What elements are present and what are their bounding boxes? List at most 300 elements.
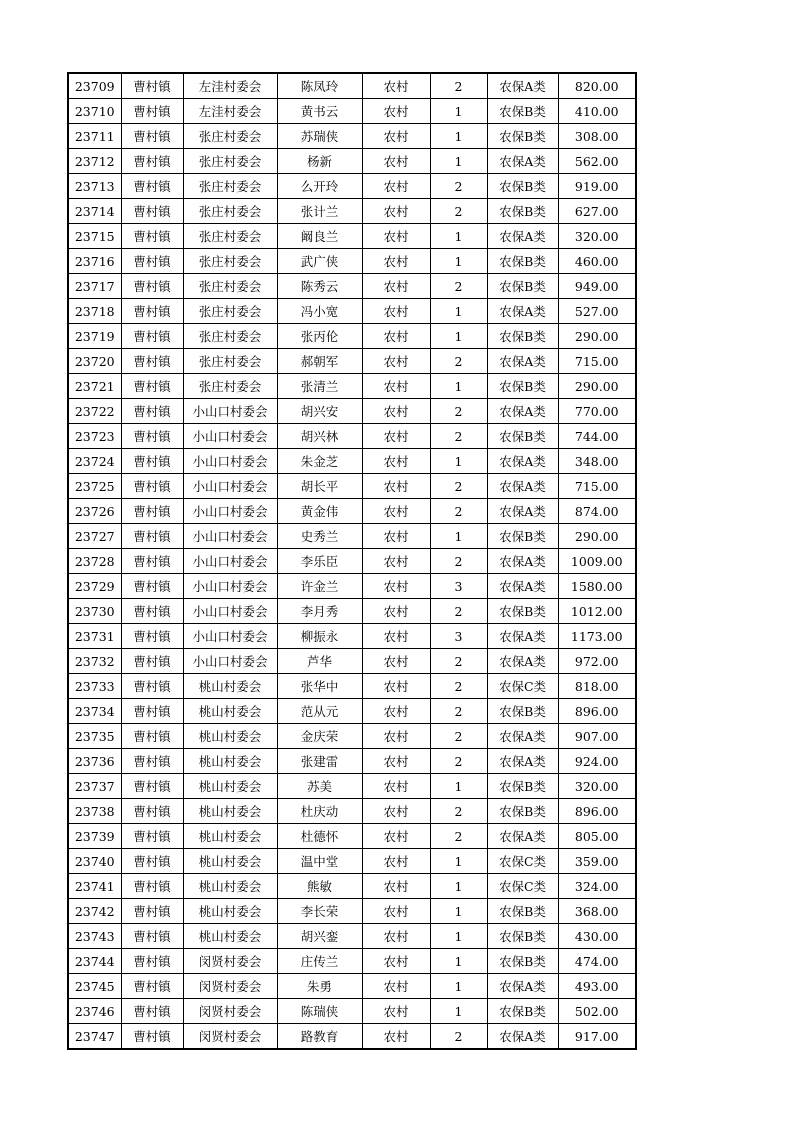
- town-cell: 曹村镇: [121, 349, 183, 374]
- person-count-cell: 2: [430, 399, 487, 424]
- table-row: [68, 699, 636, 724]
- person-count-cell: 1: [430, 524, 487, 549]
- person-name-cell: 李长荣: [277, 899, 362, 924]
- village-committee-cell: 张庄村委会: [183, 124, 277, 149]
- table-row: [68, 474, 636, 499]
- person-count-cell: 2: [430, 274, 487, 299]
- village-committee-cell: 小山口村委会: [183, 474, 277, 499]
- person-name-cell: 胡长平: [277, 474, 362, 499]
- town-cell: 曹村镇: [121, 774, 183, 799]
- table-row: [68, 424, 636, 449]
- town-cell: 曹村镇: [121, 824, 183, 849]
- household-type-cell: 农村: [362, 249, 430, 274]
- insurance-category-cell: 农保A类: [487, 73, 558, 99]
- insurance-category-cell: 农保B类: [487, 999, 558, 1024]
- insurance-category-cell: 农保B类: [487, 249, 558, 274]
- household-type-cell: 农村: [362, 499, 430, 524]
- amount-cell: 820.00: [558, 73, 636, 99]
- town-cell: 曹村镇: [121, 999, 183, 1024]
- amount-cell: 474.00: [558, 949, 636, 974]
- town-cell: 曹村镇: [121, 424, 183, 449]
- town-cell: 曹村镇: [121, 649, 183, 674]
- town-cell: 曹村镇: [121, 574, 183, 599]
- amount-cell: 770.00: [558, 399, 636, 424]
- record-id-cell: 23735: [68, 724, 121, 749]
- table-row: [68, 174, 636, 199]
- town-cell: 曹村镇: [121, 299, 183, 324]
- town-cell: 曹村镇: [121, 674, 183, 699]
- amount-cell: 460.00: [558, 249, 636, 274]
- village-committee-cell: 小山口村委会: [183, 649, 277, 674]
- village-committee-cell: 桃山村委会: [183, 774, 277, 799]
- table-row: [68, 524, 636, 549]
- record-id-cell: 23725: [68, 474, 121, 499]
- insurance-category-cell: 农保B类: [487, 949, 558, 974]
- record-id-cell: 23745: [68, 974, 121, 999]
- insurance-category-cell: 农保B类: [487, 99, 558, 124]
- insurance-category-cell: 农保A类: [487, 449, 558, 474]
- person-name-cell: 张计兰: [277, 199, 362, 224]
- insurance-category-cell: 农保A类: [487, 649, 558, 674]
- insurance-category-cell: 农保B类: [487, 699, 558, 724]
- person-count-cell: 1: [430, 899, 487, 924]
- village-committee-cell: 张庄村委会: [183, 224, 277, 249]
- record-id-cell: 23721: [68, 374, 121, 399]
- town-cell: 曹村镇: [121, 974, 183, 999]
- record-id-cell: 23718: [68, 299, 121, 324]
- person-name-cell: 柳振永: [277, 624, 362, 649]
- person-name-cell: 张华中: [277, 674, 362, 699]
- table-row: [68, 199, 636, 224]
- household-type-cell: 农村: [362, 1024, 430, 1050]
- person-count-cell: 1: [430, 974, 487, 999]
- person-count-cell: 2: [430, 649, 487, 674]
- person-count-cell: 2: [430, 499, 487, 524]
- table-row: [68, 349, 636, 374]
- record-id-cell: 23710: [68, 99, 121, 124]
- town-cell: 曹村镇: [121, 149, 183, 174]
- table-row: [68, 749, 636, 774]
- amount-cell: 308.00: [558, 124, 636, 149]
- table-row: [68, 224, 636, 249]
- table-row: [68, 724, 636, 749]
- person-name-cell: 张建雷: [277, 749, 362, 774]
- town-cell: 曹村镇: [121, 474, 183, 499]
- person-name-cell: 温中堂: [277, 849, 362, 874]
- amount-cell: 502.00: [558, 999, 636, 1024]
- insurance-category-cell: 农保B类: [487, 324, 558, 349]
- household-type-cell: 农村: [362, 224, 430, 249]
- person-name-cell: 金庆荣: [277, 724, 362, 749]
- household-type-cell: 农村: [362, 999, 430, 1024]
- insurance-category-cell: 农保A类: [487, 624, 558, 649]
- household-type-cell: 农村: [362, 149, 430, 174]
- record-id-cell: 23734: [68, 699, 121, 724]
- village-committee-cell: 闵贤村委会: [183, 949, 277, 974]
- table-row: [68, 399, 636, 424]
- town-cell: 曹村镇: [121, 499, 183, 524]
- amount-cell: 348.00: [558, 449, 636, 474]
- town-cell: 曹村镇: [121, 849, 183, 874]
- person-name-cell: 范从元: [277, 699, 362, 724]
- table-row: [68, 874, 636, 899]
- amount-cell: 715.00: [558, 474, 636, 499]
- village-committee-cell: 张庄村委会: [183, 299, 277, 324]
- household-type-cell: 农村: [362, 974, 430, 999]
- table-row: [68, 849, 636, 874]
- amount-cell: 290.00: [558, 324, 636, 349]
- household-type-cell: 农村: [362, 199, 430, 224]
- amount-cell: 805.00: [558, 824, 636, 849]
- table-row: [68, 999, 636, 1024]
- person-name-cell: 朱金芝: [277, 449, 362, 474]
- person-count-cell: 2: [430, 599, 487, 624]
- record-id-cell: 23724: [68, 449, 121, 474]
- insurance-category-cell: 农保B类: [487, 899, 558, 924]
- person-count-cell: 1: [430, 774, 487, 799]
- record-id-cell: 23739: [68, 824, 121, 849]
- person-count-cell: 1: [430, 449, 487, 474]
- person-count-cell: 2: [430, 799, 487, 824]
- household-type-cell: 农村: [362, 749, 430, 774]
- table-row: [68, 149, 636, 174]
- record-id-cell: 23712: [68, 149, 121, 174]
- village-committee-cell: 张庄村委会: [183, 199, 277, 224]
- village-committee-cell: 小山口村委会: [183, 624, 277, 649]
- town-cell: 曹村镇: [121, 174, 183, 199]
- person-name-cell: 阚良兰: [277, 224, 362, 249]
- village-committee-cell: 张庄村委会: [183, 274, 277, 299]
- town-cell: 曹村镇: [121, 524, 183, 549]
- person-count-cell: 2: [430, 674, 487, 699]
- table-row: [68, 599, 636, 624]
- village-committee-cell: 桃山村委会: [183, 749, 277, 774]
- village-committee-cell: 小山口村委会: [183, 524, 277, 549]
- village-committee-cell: 张庄村委会: [183, 149, 277, 174]
- insurance-category-cell: 农保B类: [487, 374, 558, 399]
- person-count-cell: 1: [430, 949, 487, 974]
- village-committee-cell: 张庄村委会: [183, 349, 277, 374]
- table-row: [68, 449, 636, 474]
- table-row: [68, 574, 636, 599]
- person-count-cell: 2: [430, 549, 487, 574]
- town-cell: 曹村镇: [121, 724, 183, 749]
- person-count-cell: 3: [430, 574, 487, 599]
- insurance-category-cell: 农保A类: [487, 149, 558, 174]
- table-row: [68, 324, 636, 349]
- table-row: [68, 624, 636, 649]
- insurance-category-cell: 农保B类: [487, 599, 558, 624]
- village-committee-cell: 桃山村委会: [183, 674, 277, 699]
- amount-cell: 1012.00: [558, 599, 636, 624]
- village-committee-cell: 小山口村委会: [183, 599, 277, 624]
- village-committee-cell: 左洼村委会: [183, 73, 277, 99]
- table-row: [68, 274, 636, 299]
- amount-cell: 324.00: [558, 874, 636, 899]
- household-type-cell: 农村: [362, 899, 430, 924]
- person-count-cell: 3: [430, 624, 487, 649]
- household-type-cell: 农村: [362, 699, 430, 724]
- roster-table: [67, 72, 637, 1050]
- person-count-cell: 2: [430, 749, 487, 774]
- household-type-cell: 农村: [362, 549, 430, 574]
- town-cell: 曹村镇: [121, 924, 183, 949]
- record-id-cell: 23742: [68, 899, 121, 924]
- insurance-category-cell: 农保C类: [487, 874, 558, 899]
- person-count-cell: 1: [430, 874, 487, 899]
- record-id-cell: 23729: [68, 574, 121, 599]
- person-name-cell: 庄传兰: [277, 949, 362, 974]
- household-type-cell: 农村: [362, 924, 430, 949]
- record-id-cell: 23731: [68, 624, 121, 649]
- insurance-category-cell: 农保A类: [487, 749, 558, 774]
- household-type-cell: 农村: [362, 674, 430, 699]
- person-count-cell: 1: [430, 374, 487, 399]
- amount-cell: 320.00: [558, 774, 636, 799]
- person-name-cell: 史秀兰: [277, 524, 362, 549]
- person-count-cell: 1: [430, 249, 487, 274]
- amount-cell: 744.00: [558, 424, 636, 449]
- household-type-cell: 农村: [362, 299, 430, 324]
- village-committee-cell: 小山口村委会: [183, 424, 277, 449]
- household-type-cell: 农村: [362, 599, 430, 624]
- person-count-cell: 2: [430, 199, 487, 224]
- household-type-cell: 农村: [362, 349, 430, 374]
- town-cell: 曹村镇: [121, 1024, 183, 1050]
- village-committee-cell: 小山口村委会: [183, 549, 277, 574]
- insurance-category-cell: 农保B类: [487, 774, 558, 799]
- town-cell: 曹村镇: [121, 949, 183, 974]
- person-count-cell: 2: [430, 474, 487, 499]
- village-committee-cell: 闵贤村委会: [183, 1024, 277, 1050]
- person-name-cell: 苏美: [277, 774, 362, 799]
- amount-cell: 715.00: [558, 349, 636, 374]
- person-name-cell: 芦华: [277, 649, 362, 674]
- town-cell: 曹村镇: [121, 274, 183, 299]
- insurance-category-cell: 农保A类: [487, 224, 558, 249]
- town-cell: 曹村镇: [121, 874, 183, 899]
- insurance-category-cell: 农保B类: [487, 524, 558, 549]
- person-name-cell: 陈凤玲: [277, 73, 362, 99]
- record-id-cell: 23717: [68, 274, 121, 299]
- town-cell: 曹村镇: [121, 399, 183, 424]
- insurance-category-cell: 农保C类: [487, 849, 558, 874]
- person-count-cell: 1: [430, 849, 487, 874]
- person-count-cell: 2: [430, 349, 487, 374]
- amount-cell: 1009.00: [558, 549, 636, 574]
- person-count-cell: 1: [430, 124, 487, 149]
- town-cell: 曹村镇: [121, 549, 183, 574]
- person-name-cell: 路教育: [277, 1024, 362, 1050]
- household-type-cell: 农村: [362, 524, 430, 549]
- record-id-cell: 23722: [68, 399, 121, 424]
- household-type-cell: 农村: [362, 799, 430, 824]
- record-id-cell: 23715: [68, 224, 121, 249]
- village-committee-cell: 小山口村委会: [183, 449, 277, 474]
- record-id-cell: 23740: [68, 849, 121, 874]
- person-name-cell: 么开玲: [277, 174, 362, 199]
- village-committee-cell: 桃山村委会: [183, 699, 277, 724]
- record-id-cell: 23738: [68, 799, 121, 824]
- record-id-cell: 23726: [68, 499, 121, 524]
- town-cell: 曹村镇: [121, 449, 183, 474]
- household-type-cell: 农村: [362, 399, 430, 424]
- household-type-cell: 农村: [362, 774, 430, 799]
- person-name-cell: 朱勇: [277, 974, 362, 999]
- amount-cell: 917.00: [558, 1024, 636, 1050]
- insurance-category-cell: 农保A类: [487, 574, 558, 599]
- person-name-cell: 张清兰: [277, 374, 362, 399]
- person-name-cell: 黄书云: [277, 99, 362, 124]
- insurance-category-cell: 农保B类: [487, 799, 558, 824]
- person-count-cell: 1: [430, 999, 487, 1024]
- person-name-cell: 冯小宽: [277, 299, 362, 324]
- insurance-category-cell: 农保B类: [487, 124, 558, 149]
- record-id-cell: 23732: [68, 649, 121, 674]
- household-type-cell: 农村: [362, 849, 430, 874]
- insurance-category-cell: 农保A类: [487, 1024, 558, 1050]
- record-id-cell: 23741: [68, 874, 121, 899]
- amount-cell: 949.00: [558, 274, 636, 299]
- table-row: [68, 774, 636, 799]
- person-name-cell: 杨新: [277, 149, 362, 174]
- record-id-cell: 23743: [68, 924, 121, 949]
- person-name-cell: 李月秀: [277, 599, 362, 624]
- roster-body: [68, 73, 636, 1049]
- table-row: [68, 899, 636, 924]
- amount-cell: 896.00: [558, 699, 636, 724]
- record-id-cell: 23720: [68, 349, 121, 374]
- insurance-category-cell: 农保A类: [487, 349, 558, 374]
- village-committee-cell: 桃山村委会: [183, 899, 277, 924]
- record-id-cell: 23744: [68, 949, 121, 974]
- person-name-cell: 苏瑞侠: [277, 124, 362, 149]
- village-committee-cell: 张庄村委会: [183, 324, 277, 349]
- household-type-cell: 农村: [362, 949, 430, 974]
- person-count-cell: 2: [430, 699, 487, 724]
- insurance-category-cell: 农保A类: [487, 299, 558, 324]
- village-committee-cell: 桃山村委会: [183, 849, 277, 874]
- record-id-cell: 23727: [68, 524, 121, 549]
- town-cell: 曹村镇: [121, 374, 183, 399]
- table-row: [68, 799, 636, 824]
- household-type-cell: 农村: [362, 174, 430, 199]
- town-cell: 曹村镇: [121, 799, 183, 824]
- household-type-cell: 农村: [362, 874, 430, 899]
- town-cell: 曹村镇: [121, 699, 183, 724]
- person-name-cell: 许金兰: [277, 574, 362, 599]
- household-type-cell: 农村: [362, 474, 430, 499]
- person-name-cell: 杜庆动: [277, 799, 362, 824]
- amount-cell: 527.00: [558, 299, 636, 324]
- person-count-cell: 2: [430, 424, 487, 449]
- insurance-category-cell: 农保A类: [487, 824, 558, 849]
- record-id-cell: 23723: [68, 424, 121, 449]
- household-type-cell: 农村: [362, 449, 430, 474]
- town-cell: 曹村镇: [121, 73, 183, 99]
- table-row: [68, 124, 636, 149]
- amount-cell: 874.00: [558, 499, 636, 524]
- village-committee-cell: 桃山村委会: [183, 724, 277, 749]
- table-row: [68, 674, 636, 699]
- record-id-cell: 23737: [68, 774, 121, 799]
- town-cell: 曹村镇: [121, 899, 183, 924]
- village-committee-cell: 小山口村委会: [183, 499, 277, 524]
- table-row: [68, 824, 636, 849]
- table-row: [68, 299, 636, 324]
- person-count-cell: 2: [430, 824, 487, 849]
- amount-cell: 1173.00: [558, 624, 636, 649]
- record-id-cell: 23728: [68, 549, 121, 574]
- insurance-category-cell: 农保A类: [487, 724, 558, 749]
- insurance-category-cell: 农保A类: [487, 974, 558, 999]
- amount-cell: 410.00: [558, 99, 636, 124]
- person-name-cell: 杜德怀: [277, 824, 362, 849]
- village-committee-cell: 张庄村委会: [183, 374, 277, 399]
- village-committee-cell: 桃山村委会: [183, 924, 277, 949]
- village-committee-cell: 闵贤村委会: [183, 999, 277, 1024]
- table-row: [68, 949, 636, 974]
- table-row: [68, 974, 636, 999]
- person-name-cell: 胡兴安: [277, 399, 362, 424]
- person-name-cell: 胡兴銮: [277, 924, 362, 949]
- person-count-cell: 1: [430, 299, 487, 324]
- amount-cell: 290.00: [558, 374, 636, 399]
- insurance-category-cell: 农保B类: [487, 199, 558, 224]
- amount-cell: 972.00: [558, 649, 636, 674]
- person-count-cell: 2: [430, 724, 487, 749]
- person-name-cell: 胡兴林: [277, 424, 362, 449]
- household-type-cell: 农村: [362, 99, 430, 124]
- amount-cell: 896.00: [558, 799, 636, 824]
- amount-cell: 919.00: [558, 174, 636, 199]
- amount-cell: 907.00: [558, 724, 636, 749]
- household-type-cell: 农村: [362, 374, 430, 399]
- person-name-cell: 黄金伟: [277, 499, 362, 524]
- table-row: [68, 99, 636, 124]
- person-name-cell: 李乐臣: [277, 549, 362, 574]
- insurance-category-cell: 农保B类: [487, 174, 558, 199]
- household-type-cell: 农村: [362, 574, 430, 599]
- amount-cell: 368.00: [558, 899, 636, 924]
- record-id-cell: 23713: [68, 174, 121, 199]
- person-count-cell: 1: [430, 99, 487, 124]
- household-type-cell: 农村: [362, 274, 430, 299]
- insurance-category-cell: 农保A类: [487, 399, 558, 424]
- record-id-cell: 23711: [68, 124, 121, 149]
- record-id-cell: 23730: [68, 599, 121, 624]
- amount-cell: 493.00: [558, 974, 636, 999]
- amount-cell: 430.00: [558, 924, 636, 949]
- table-row: [68, 924, 636, 949]
- household-type-cell: 农村: [362, 649, 430, 674]
- amount-cell: 359.00: [558, 849, 636, 874]
- village-committee-cell: 左洼村委会: [183, 99, 277, 124]
- insurance-category-cell: 农保A类: [487, 499, 558, 524]
- person-count-cell: 2: [430, 73, 487, 99]
- person-count-cell: 2: [430, 1024, 487, 1050]
- record-id-cell: 23714: [68, 199, 121, 224]
- table-row: [68, 1024, 636, 1050]
- household-type-cell: 农村: [362, 724, 430, 749]
- table-row: [68, 73, 636, 99]
- household-type-cell: 农村: [362, 624, 430, 649]
- table-row: [68, 249, 636, 274]
- record-id-cell: 23709: [68, 73, 121, 99]
- amount-cell: 924.00: [558, 749, 636, 774]
- amount-cell: 290.00: [558, 524, 636, 549]
- village-committee-cell: 张庄村委会: [183, 174, 277, 199]
